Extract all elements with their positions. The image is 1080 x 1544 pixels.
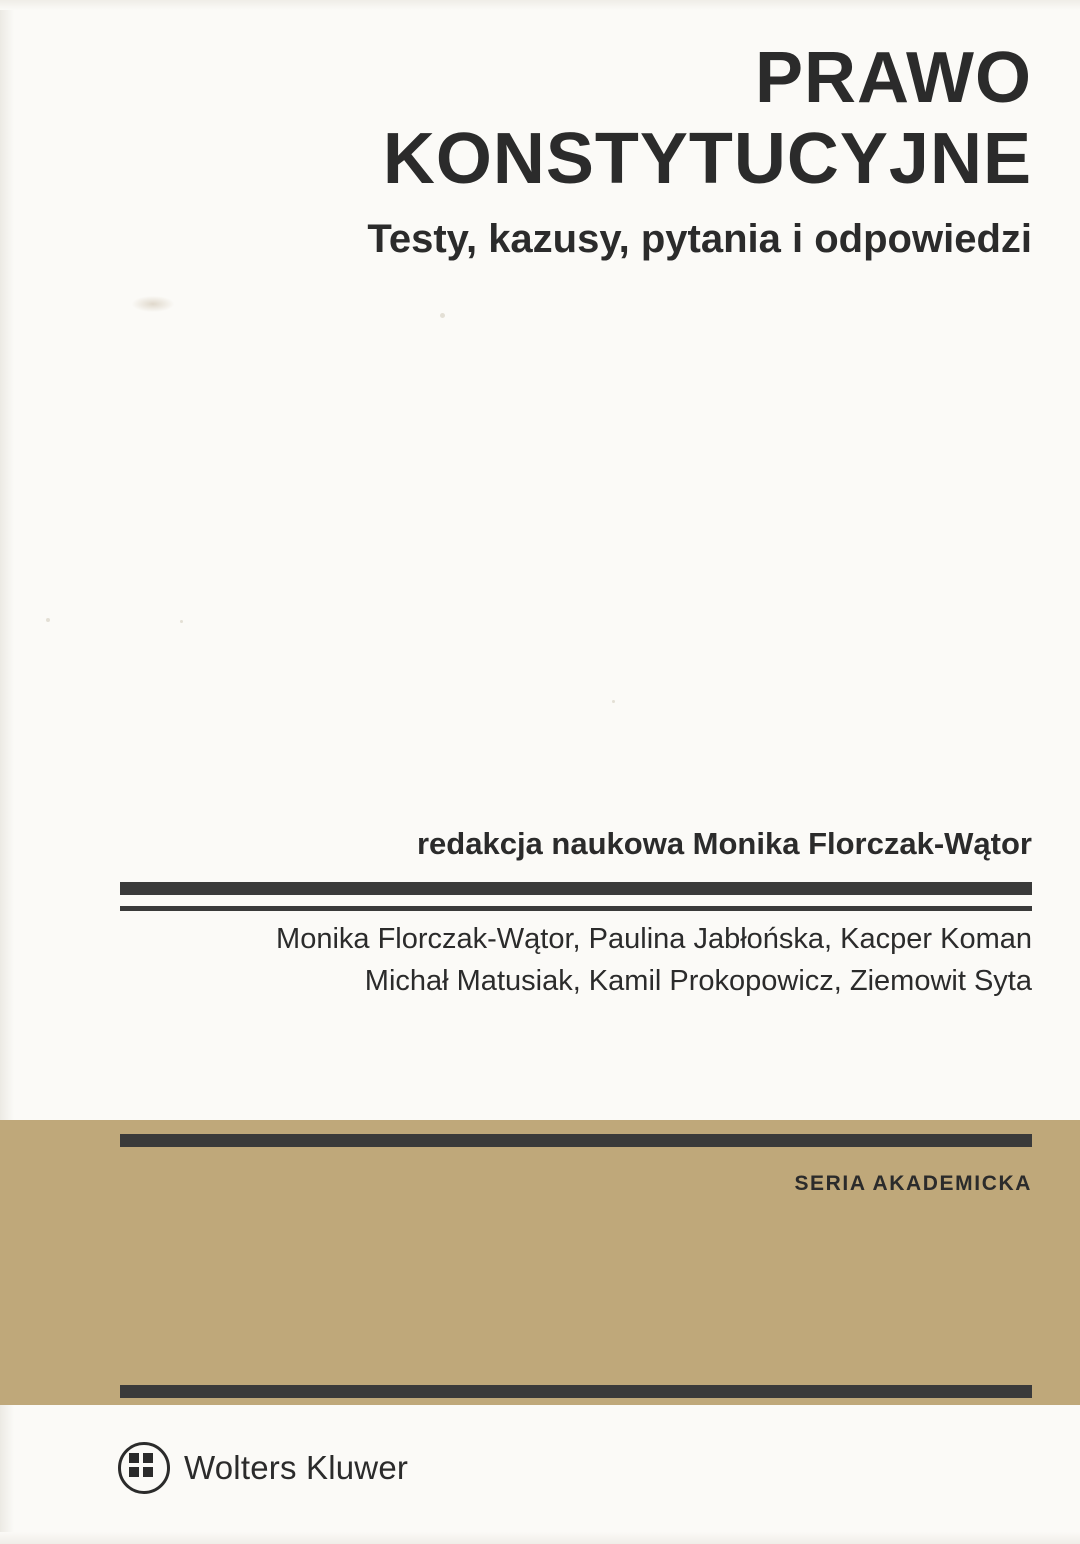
band-rule-bottom [120,1385,1032,1398]
publisher-name: Wolters Kluwer [184,1449,409,1486]
editor-credit: redakcja naukowa Monika Florczak-Wątor [416,826,1032,861]
title-line-1: PRAWO [754,38,1032,118]
divider-rule-bottom [120,906,1032,911]
subtitle: Testy, kazusy, pytania i odpowiedzi [367,217,1032,262]
scan-speck [46,618,50,622]
scan-speck [180,620,183,623]
publisher-logo [118,1442,408,1494]
authors-line-1: Monika Florczak-Wątor, Paulina Jabłońska, Kacper Koman [276,923,1032,955]
band-rule-top [120,1134,1032,1147]
scan-speck [440,313,445,318]
series-label: SERIA AKADEMICKA [794,1172,1032,1195]
page-title [120,38,1032,199]
paper-edge-top [0,0,1080,10]
title-line-2: KONSTYTUCYJNE [382,118,1032,199]
series-band [0,1120,1080,1405]
scan-speck [612,700,615,703]
divider-rule-top [120,882,1032,895]
scan-smudge [132,296,174,312]
title-block [120,38,1032,263]
authors-block [120,918,1032,1002]
paper-edge-bottom [0,1532,1080,1544]
authors-line-2: Michał Matusiak, Kamil Prokopowicz, Ziemowit Syta [364,965,1032,998]
wolters-kluwer-mark-icon [118,1442,170,1494]
